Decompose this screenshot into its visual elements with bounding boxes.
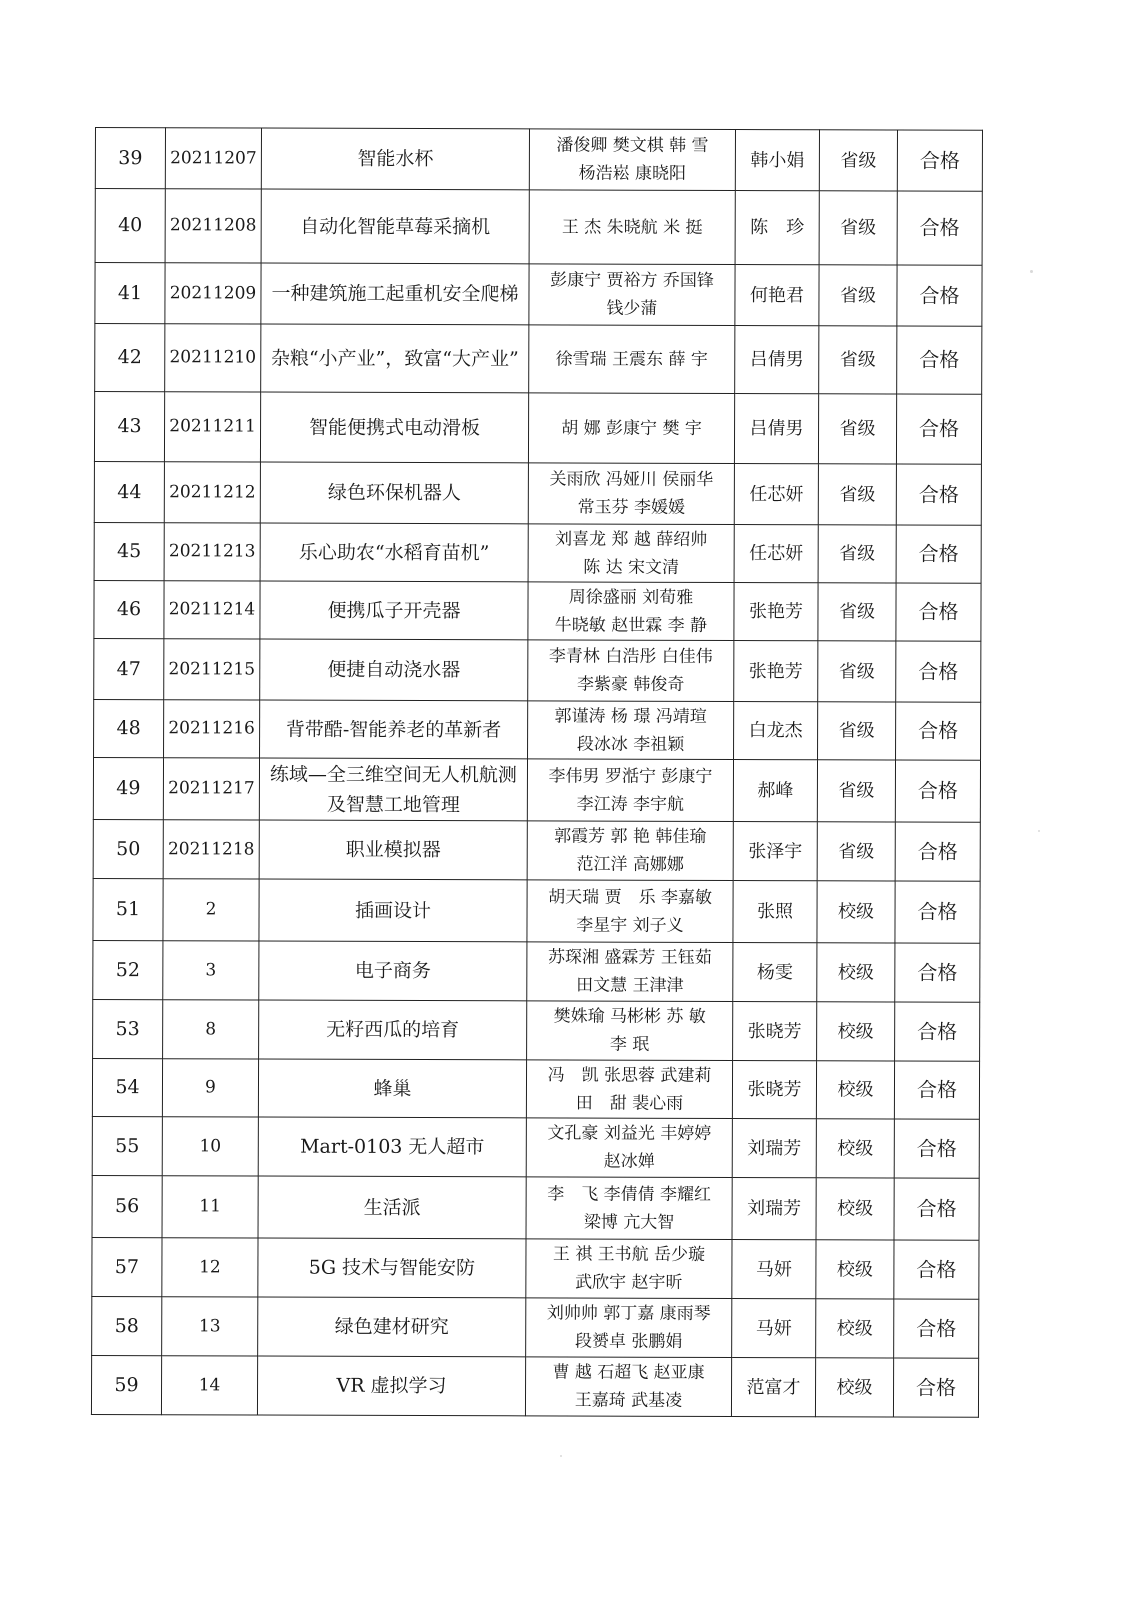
project-code-cell: 20211215: [164, 639, 260, 700]
level-cell: 校级: [816, 1299, 894, 1358]
members-cell: [527, 1001, 733, 1061]
result-cell: 合格: [894, 1299, 979, 1358]
advisor-cell: 吕倩男: [734, 394, 818, 464]
level-cell: 省级: [818, 702, 896, 760]
members-cell: [526, 1118, 732, 1178]
member-line: 赵冰婵: [603, 1151, 655, 1172]
table-row: [92, 1237, 979, 1299]
members-cell: [527, 942, 733, 1002]
member-line: 田文慧 王津津: [576, 975, 684, 996]
members-cell: [526, 1239, 732, 1299]
level-cell: 校级: [817, 881, 895, 943]
members-cell: [527, 880, 733, 943]
members-cell: [528, 524, 734, 583]
level-cell: 省级: [818, 394, 896, 464]
advisor-cell: 刘瑞芳: [732, 1119, 816, 1178]
result-cell: 合格: [896, 641, 981, 702]
result-cell: 合格: [896, 702, 981, 760]
project-code-cell: 3: [163, 941, 259, 1000]
project-name-cell: 背带酷-智能养老的革新者: [260, 700, 528, 759]
member-line: 李江涛 李宇航: [576, 794, 685, 815]
table-row: [92, 1175, 979, 1240]
member-line: 王 祺 王书航 岳少璇: [552, 1244, 706, 1265]
result-cell: 合格: [897, 326, 982, 394]
row-number-cell: 45: [94, 522, 164, 580]
level-cell: 省级: [818, 641, 896, 702]
member-line: 胡天瑞 贾 乐 李嘉敏: [548, 886, 713, 908]
members-cell: [529, 325, 735, 394]
project-code-cell: 20211213: [164, 523, 260, 581]
project-name-cell: 便携瓜子开壳器: [260, 581, 528, 640]
project-name-cell: 绿色环保机器人: [260, 462, 528, 524]
member-line: 郭霞芳 郭 艳 韩佳瑜: [554, 826, 707, 847]
project-results-table: [91, 127, 983, 1418]
level-cell: 省级: [818, 464, 896, 525]
project-code-cell: 20211207: [165, 128, 261, 189]
scan-speck: [560, 1455, 562, 1457]
table-row: [95, 263, 982, 327]
members-cell: [526, 1060, 732, 1119]
members-cell: [525, 1357, 731, 1417]
result-cell: 合格: [895, 943, 980, 1002]
advisor-cell: 张晓芳: [733, 1002, 817, 1061]
member-line: 王嘉琦 武基凌: [574, 1390, 683, 1411]
members-cell: [526, 1298, 732, 1358]
member-line: 彭康宁 贾裕方 乔国锋: [550, 270, 714, 291]
member-line: 梁博 亢大智: [583, 1212, 675, 1233]
level-cell: 省级: [818, 525, 896, 583]
member-line: 李青林 白浩彤 白佳伟: [548, 646, 713, 667]
advisor-cell: 马妍: [732, 1299, 816, 1358]
table-row: [94, 461, 981, 525]
project-name-cell: 智能便携式电动滑板: [260, 392, 528, 463]
row-number-cell: 53: [93, 999, 163, 1058]
members-cell: [527, 821, 733, 881]
advisor-cell: 杨雯: [733, 943, 817, 1002]
level-cell: 省级: [819, 191, 897, 265]
project-name-cell: VR 虚拟学习: [257, 1356, 525, 1416]
result-cell: 合格: [896, 394, 981, 464]
row-number-cell: 44: [94, 461, 164, 522]
member-line: 牛晓敏 赵世霖 李 静: [554, 614, 708, 636]
advisor-cell: 任芯妍: [734, 525, 818, 583]
member-line: 李 飞 李倩倩 李耀红: [547, 1183, 712, 1205]
member-line: 刘喜龙 郑 越 薛绍帅: [555, 528, 708, 550]
result-cell: 合格: [894, 1178, 979, 1240]
advisor-cell: 张晓芳: [732, 1061, 816, 1119]
table-row: [93, 757, 980, 822]
result-cell: 合格: [897, 191, 982, 265]
scan-speck: [1038, 830, 1040, 832]
members-cell: [528, 640, 734, 702]
members-cell: [528, 582, 734, 641]
row-number-cell: 41: [95, 263, 165, 324]
member-line: 李星宇 刘子义: [576, 915, 684, 936]
member-line: 冯 凯 张思蓉 武建莉: [547, 1064, 712, 1086]
level-cell: 省级: [819, 130, 897, 191]
member-line: 郭谨涛 杨 璟 冯靖瑄: [554, 705, 707, 727]
level-cell: 校级: [816, 1240, 894, 1299]
row-number-cell: 43: [94, 392, 164, 462]
project-code-cell: 20211214: [164, 581, 260, 639]
advisor-cell: 任芯妍: [734, 464, 818, 525]
level-cell: 省级: [819, 326, 897, 394]
table-body: [91, 128, 982, 1418]
project-code-cell: 14: [161, 1356, 257, 1415]
result-cell: 合格: [896, 464, 981, 525]
table-row: [92, 1058, 979, 1119]
project-code-cell: 20211209: [165, 263, 261, 324]
row-number-cell: 49: [93, 757, 163, 819]
table-row: [93, 878, 980, 943]
member-line: 武欣宇 赵宇昕: [575, 1272, 683, 1293]
advisor-cell: 张艳芳: [734, 641, 818, 702]
project-code-cell: 8: [163, 1000, 259, 1059]
members-cell: [527, 759, 733, 822]
table-row: [91, 1355, 978, 1417]
project-name-cell: 职业模拟器: [259, 820, 527, 880]
members-cell: [528, 463, 734, 525]
project-name-cell: 杂粮“小产业”，致富“大产业”: [261, 324, 529, 393]
member-line: 杨浩崧 康晓阳: [578, 163, 687, 184]
row-number-cell: 57: [92, 1237, 162, 1296]
row-number-cell: 59: [91, 1355, 161, 1414]
project-name-cell: 电子商务: [259, 941, 527, 1001]
table-row: [93, 940, 980, 1002]
row-number-cell: 47: [94, 638, 164, 699]
project-name-cell: 插画设计: [259, 879, 527, 942]
member-line: 陈 达 宋文清: [583, 557, 680, 578]
member-line: 周徐盛丽 刘荀雅: [568, 586, 694, 608]
row-number-cell: 52: [93, 940, 163, 999]
table-row: [93, 819, 980, 881]
result-cell: 合格: [895, 822, 980, 881]
advisor-cell: 张艳芳: [734, 583, 818, 641]
table-row: [95, 189, 982, 266]
project-code-cell: 13: [162, 1297, 258, 1356]
project-code-cell: 11: [162, 1176, 258, 1238]
member-line: 李 珉: [609, 1034, 650, 1055]
project-name-cell: 智能水杯: [261, 128, 529, 190]
member-line: 李紫豪 韩俊奇: [577, 674, 685, 695]
result-cell: 合格: [895, 760, 980, 822]
member-line: 苏琛湘 盛霖芳 王钰茹: [547, 947, 712, 968]
advisor-cell: 张照: [733, 881, 817, 943]
project-name-cell: Mart-0103 无人超市: [258, 1117, 526, 1177]
members-cell: [528, 701, 734, 760]
level-cell: 校级: [816, 1061, 894, 1119]
advisor-cell: 马妍: [732, 1240, 816, 1299]
result-cell: 合格: [893, 1358, 978, 1417]
advisor-cell: 韩小娟: [735, 130, 819, 191]
member-line: 段赟卓 张鹏娟: [574, 1331, 683, 1352]
level-cell: 校级: [815, 1358, 893, 1417]
result-cell: 合格: [894, 1119, 979, 1178]
level-cell: 省级: [818, 583, 896, 641]
table-row: [92, 1296, 979, 1358]
level-cell: 校级: [816, 1178, 894, 1240]
project-code-cell: 2: [163, 879, 259, 941]
member-line: 王 杰 朱晓航 米 挺: [561, 216, 703, 238]
level-cell: 省级: [817, 760, 895, 822]
members-cell: [529, 190, 735, 265]
result-cell: 合格: [897, 130, 982, 191]
project-name-cell: 无籽西瓜的培育: [259, 1000, 527, 1060]
members-cell: [526, 1177, 732, 1240]
row-number-cell: 50: [93, 819, 163, 878]
members-cell: [528, 393, 734, 464]
table-row: [93, 999, 980, 1061]
table-row: [94, 638, 981, 702]
row-number-cell: 56: [92, 1175, 162, 1237]
result-cell: 合格: [894, 1240, 979, 1299]
table-row: [95, 324, 982, 395]
row-number-cell: 55: [92, 1116, 162, 1175]
project-code-cell: 10: [162, 1117, 258, 1176]
level-cell: 省级: [817, 822, 895, 881]
advisor-cell: 郝峰: [733, 760, 817, 822]
member-line: 常玉芬 李媛媛: [577, 497, 686, 518]
row-number-cell: 46: [94, 580, 164, 638]
advisor-cell: 白龙杰: [734, 702, 818, 760]
project-name-cell: 绿色建材研究: [258, 1297, 526, 1357]
member-line: 潘俊卿 樊文棋 韩 雪: [556, 135, 709, 156]
table-row: [92, 1116, 979, 1178]
project-code-cell: 20211212: [164, 462, 260, 523]
project-name-cell: 便捷自动浇水器: [260, 639, 528, 701]
member-line: 刘帅帅 郭丁嘉 康雨琴: [546, 1303, 711, 1324]
project-code-cell: 20211217: [163, 758, 259, 820]
table-row: [94, 392, 981, 465]
advisor-cell: 张泽宇: [733, 822, 817, 881]
row-number-cell: 58: [92, 1296, 162, 1355]
table-row: [94, 699, 981, 760]
row-number-cell: 54: [92, 1058, 162, 1116]
result-cell: 合格: [895, 881, 980, 943]
result-cell: 合格: [894, 1061, 979, 1119]
members-cell: [529, 264, 735, 326]
project-code-cell: 9: [162, 1059, 258, 1117]
member-line: 曹 越 石超飞 赵亚康: [552, 1362, 705, 1383]
member-line: 范江洋 高娜娜: [576, 854, 684, 875]
project-code-cell: 20211211: [164, 392, 260, 462]
level-cell: 校级: [816, 1119, 894, 1178]
member-line: 樊姝瑜 马彬彬 苏 敏: [553, 1006, 706, 1027]
advisor-cell: 陈 珍: [735, 191, 819, 265]
project-name-cell: 一种建筑施工起重机安全爬梯: [261, 263, 529, 325]
advisor-cell: 刘瑞芳: [732, 1178, 816, 1240]
result-cell: 合格: [896, 525, 981, 583]
advisor-cell: 何艳君: [735, 265, 819, 326]
project-name-cell: 蜂巢: [258, 1059, 526, 1118]
advisor-cell: 吕倩男: [735, 326, 819, 394]
project-name-cell: 生活派: [258, 1176, 526, 1239]
table-row: [94, 580, 981, 641]
member-line: 钱少蒲: [606, 298, 658, 319]
project-name-cell: 自动化智能草莓采摘机: [261, 189, 529, 264]
members-cell: [529, 129, 735, 191]
member-line: 田 甜 裴心雨: [575, 1093, 684, 1114]
project-name-cell: 乐心助农“水稻育苗机”: [260, 523, 528, 582]
level-cell: 省级: [819, 265, 897, 326]
row-number-cell: 42: [95, 324, 165, 392]
member-line: 徐雪瑞 王震东 薛 宇: [555, 348, 708, 370]
project-code-cell: 20211216: [164, 700, 260, 758]
project-code-cell: 20211218: [163, 820, 259, 879]
project-code-cell: 12: [162, 1238, 258, 1297]
row-number-cell: 40: [95, 189, 165, 263]
member-line: 关雨欣 冯娅川 侯丽华: [549, 469, 714, 490]
project-code-cell: 20211208: [165, 189, 261, 263]
scan-speck: [1030, 270, 1033, 273]
level-cell: 校级: [817, 943, 895, 1002]
project-code-cell: 20211210: [165, 324, 261, 392]
project-name-cell: 5G 技术与智能安防: [258, 1238, 526, 1298]
member-line: 胡 娜 彭康宁 樊 宇: [561, 417, 702, 439]
row-number-cell: 39: [95, 128, 165, 189]
result-cell: 合格: [895, 1002, 980, 1061]
member-line: 文孔豪 刘益光 丰婷婷: [547, 1123, 712, 1144]
row-number-cell: 48: [94, 699, 164, 757]
member-line: 李伟男 罗湉宁 彭康宁: [548, 765, 713, 787]
result-cell: 合格: [897, 265, 982, 326]
table-row: [95, 128, 982, 192]
advisor-cell: 范富才: [731, 1358, 815, 1417]
result-cell: 合格: [896, 583, 981, 641]
member-line: 段冰冰 李祖颖: [576, 734, 685, 755]
table-row: [94, 522, 981, 583]
row-number-cell: 51: [93, 878, 163, 940]
project-name-cell: 练域—全三维空间无人机航测及智慧工地管理: [259, 758, 527, 821]
level-cell: 校级: [817, 1002, 895, 1061]
